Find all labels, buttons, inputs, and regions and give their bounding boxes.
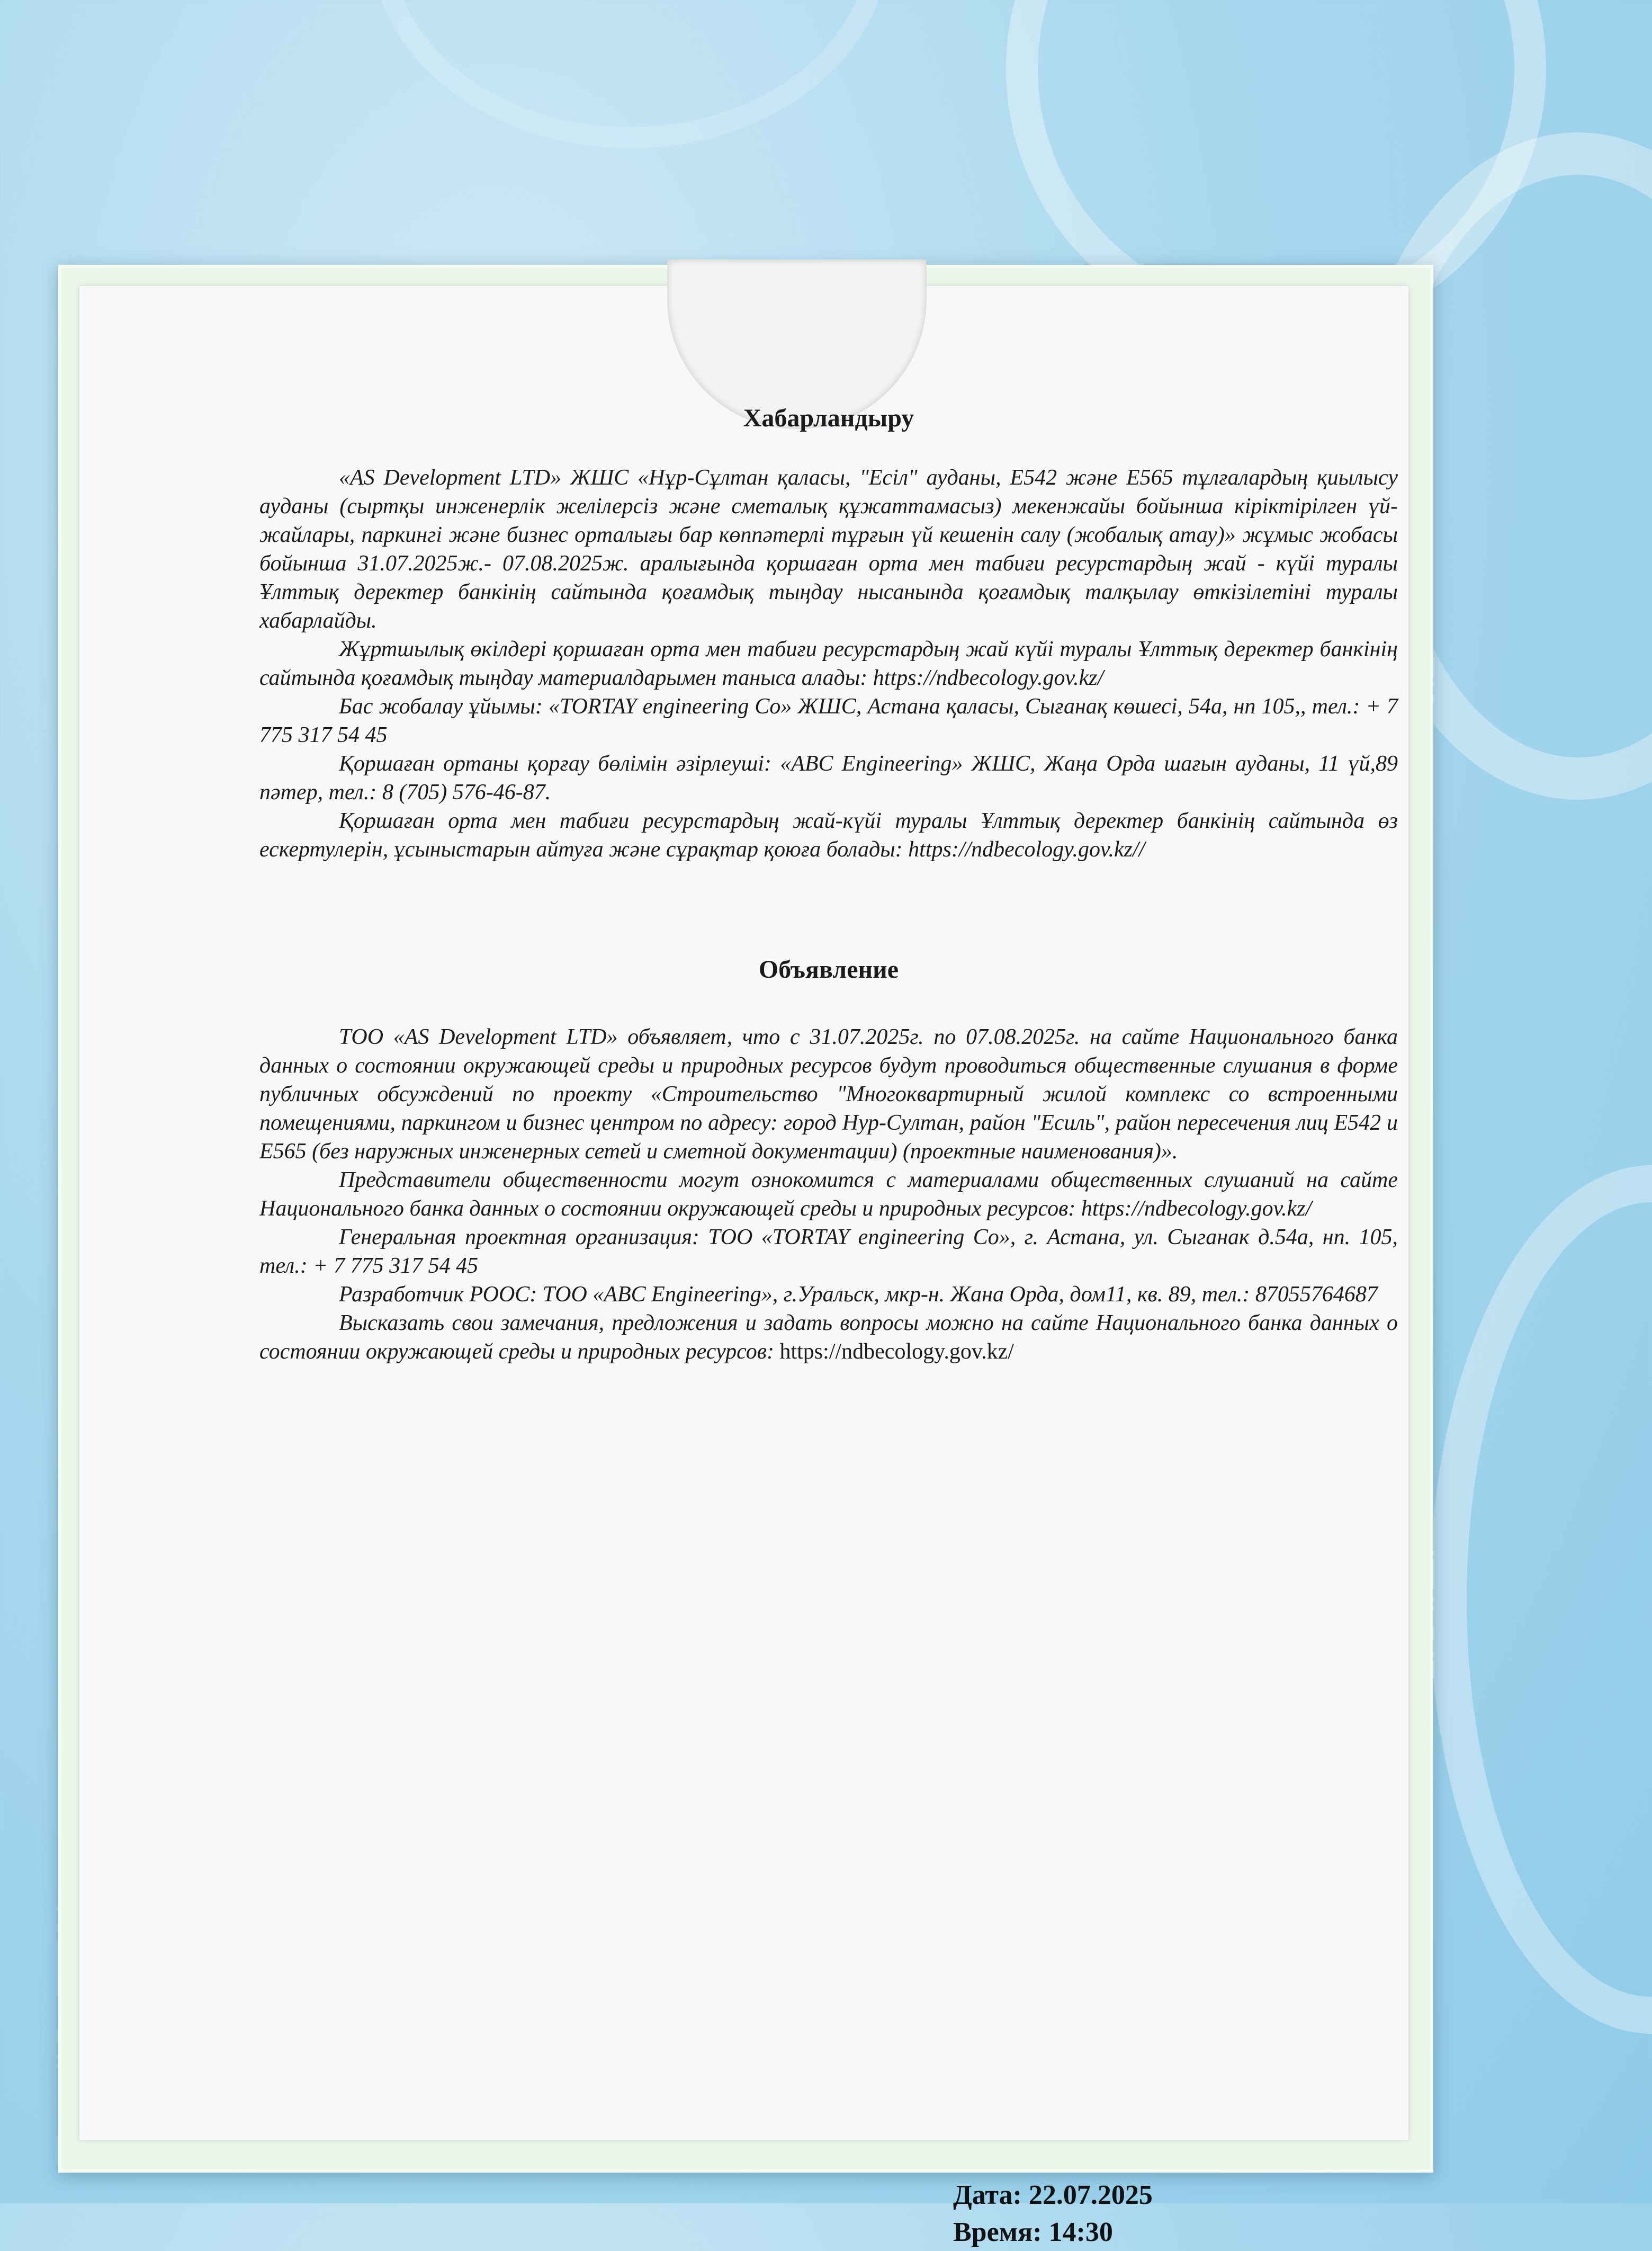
date-label: Дата: 22.07.2025 bbox=[953, 2180, 1153, 2210]
russian-paragraph: ТОО «AS Development LTD» объявляет, что с 31.07.2025г. по 07.08.2025г. на сайте Национального банка данных о состоянии окружающей среды и природных ресурсов будут проводиться общественные слушания в форме публичных обсуждений по проекту «Строительство "Многоквартирный жилой комплекс со встроенными помещениями, паркингом и бизнес центром по адресу: город Нур-Султан, район "Есиль", район пересечения лиц Е542 и Е565 (без наружных инженерных сетей и сметной документации) (проектные наименования)». bbox=[259, 1025, 1398, 1164]
kazakh-paragraph: «AS Development LTD» ЖШС «Нұр-Сұлтан қаласы, "Есіл" ауданы, Е542 және Е565 тұлғалардың қиылысу ауданы (сыртқы инженерлік желілерсіз және сметалық құжаттамасыз) мекенжайы бойынша кіріктірілген үй-жайлары, паркингі және бизнес орталығы бар көппәтерлі тұрғын үй кешенін салу (жобалық атау)» жұмыс жобасы бойынша 31.07.2025ж.- 07.08.2025ж. аралығында қоршаған орта мен табиғи ресурстардың жай - күйі туралы Ұлттық деректер банкінің сайтында қоғамдық тыңдау нысанында қоғамдық талқылау өткізілетіні туралы хабарлайды. bbox=[259, 466, 1398, 633]
russian-paragraph: Генеральная проектная организация: ТОО «TORTAY engineering Co», г. Астана, ул. Сыганак д.54а, нп. 105, тел.: + 7 775 317 54 45 bbox=[259, 1225, 1398, 1278]
russian-paragraph: Представители общественности могут ознокомится с материалами общественных слушаний на сайте Национального банка данных о состоянии окружающей среды и природных ресурсов: https://ndbecology.gov.kz/ bbox=[259, 1168, 1398, 1221]
background-ornament bbox=[1430, 1165, 1652, 2034]
kazakh-paragraph: Жұртшылық өкілдері қоршаған орта мен табиғи ресурстардың жай күйі туралы Ұлттық деректер банкінің сайтында қоғамдық тыңдау материалдарымен таныса алады: https://ndbecology.gov.kz/ bbox=[259, 637, 1398, 690]
website-url: https://ndbecology.gov.kz/ bbox=[779, 1339, 1014, 1364]
background-ornament bbox=[371, 0, 890, 148]
kazakh-title: Хабарландыру bbox=[743, 404, 914, 432]
kazakh-paragraph: Қоршаған ортаны қорғау бөлімін әзірлеуші: «ABC Engineering» ЖШС, Жаңа Орда шағын ауданы, 11 үй,89 пәтер, тел.: 8 (705) 576-46-87. bbox=[259, 752, 1398, 805]
kazakh-paragraph: Бас жобалау ұйымы: «TORTAY engineering Co» ЖШС, Астана қаласы, Сығанақ көшесі, 54а, нп 105,, тел.: + 7 775 317 54 45 bbox=[259, 694, 1398, 747]
date-time-block bbox=[953, 2177, 1153, 2251]
announcement-sheet bbox=[79, 286, 1408, 2247]
kazakh-paragraph: Қоршаған орта мен табиғи ресурстардың жай-күйі туралы Ұлттық деректер банкінің сайтында өз ескертулерін, ұсыныстарын айтуға және сұрақтар қоюға болады: https://ndbecology.gov.kz// bbox=[259, 809, 1398, 862]
time-label: Время: 14:30 bbox=[953, 2217, 1113, 2247]
russian-paragraph: Разработчик РООС: ТОО «ABC Engineering», г.Уральск, мкр-н. Жана Орда, дом11, кв. 89, тел.: 87055764687 bbox=[339, 1282, 1378, 1307]
announcement-content bbox=[259, 403, 1398, 1366]
russian-final-text: Высказать свои замечания, предложения и задать вопросы можно на сайте Национального банка данных о состоянии окружающей среды и природных ресурсов: bbox=[259, 1311, 1398, 1364]
russian-paragraph-final bbox=[259, 1309, 1398, 1366]
russian-title: Объявление bbox=[758, 955, 899, 984]
